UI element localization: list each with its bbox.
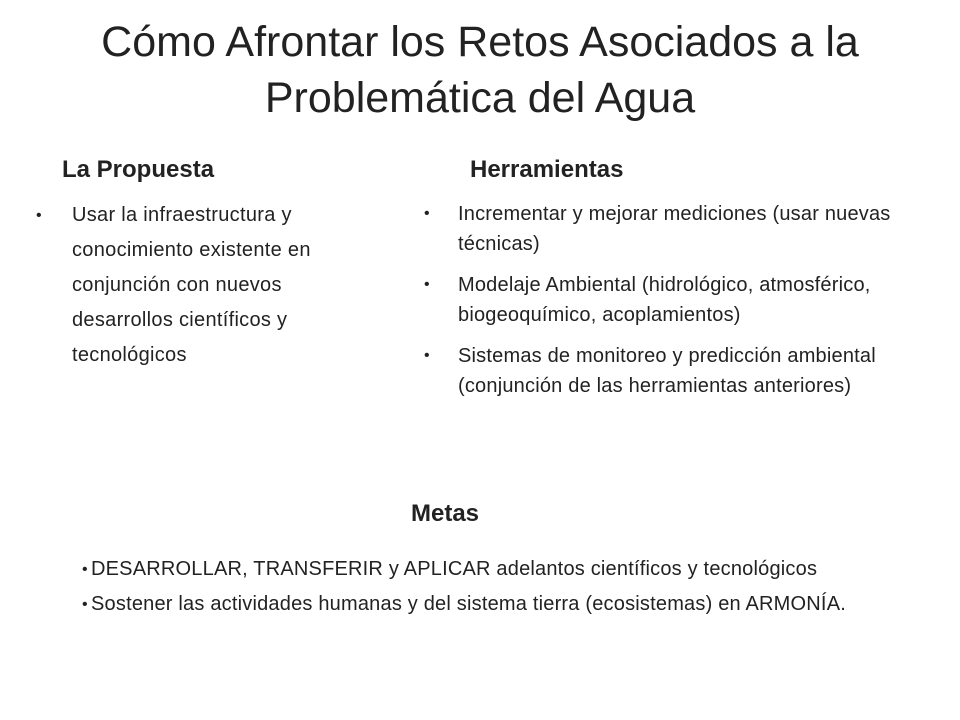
bullet-icon: •	[82, 561, 88, 578]
herramientas-item-text: Incrementar y mejorar mediciones (usar nuevas técnicas)	[458, 203, 891, 255]
metas-heading: Metas	[411, 500, 480, 527]
herramientas-item-text: Modelaje Ambiental (hidrológico, atmosférico, biogeoquímico, acoplamientos)	[458, 274, 871, 326]
list-item	[36, 198, 386, 373]
metas-list	[83, 552, 863, 622]
list-item	[424, 270, 904, 330]
metas-item-text: DESARROLLAR, TRANSFERIR y APLICAR adelantos científicos y tecnológicos	[91, 558, 818, 580]
list-item	[424, 199, 904, 259]
list-item	[83, 552, 863, 587]
bullet-icon: •	[424, 276, 430, 293]
bullet-icon: •	[424, 347, 430, 364]
bullet-icon: •	[36, 207, 42, 224]
list-item	[83, 587, 863, 622]
herramientas-item-text: Sistemas de monitoreo y predicción ambiental (conjunción de las herramientas anteriores)	[458, 345, 876, 397]
list-item	[424, 341, 904, 401]
bullet-icon: •	[82, 596, 88, 613]
slide-title: Cómo Afrontar los Retos Asociados a la Problemática del Agua	[101, 18, 859, 122]
propuesta-list	[36, 198, 386, 373]
metas-item-text: Sostener las actividades humanas y del sistema tierra (ecosistemas) en ARMONÍA.	[91, 593, 846, 615]
herramientas-heading: Herramientas	[470, 156, 624, 183]
bullet-icon: •	[424, 205, 430, 222]
propuesta-heading: La Propuesta	[62, 156, 215, 183]
herramientas-list	[424, 199, 904, 412]
propuesta-item-text: Usar la infraestructura y conocimiento existente en conjunción con nuevos desarrollos científicos y tecnológicos	[72, 204, 311, 366]
